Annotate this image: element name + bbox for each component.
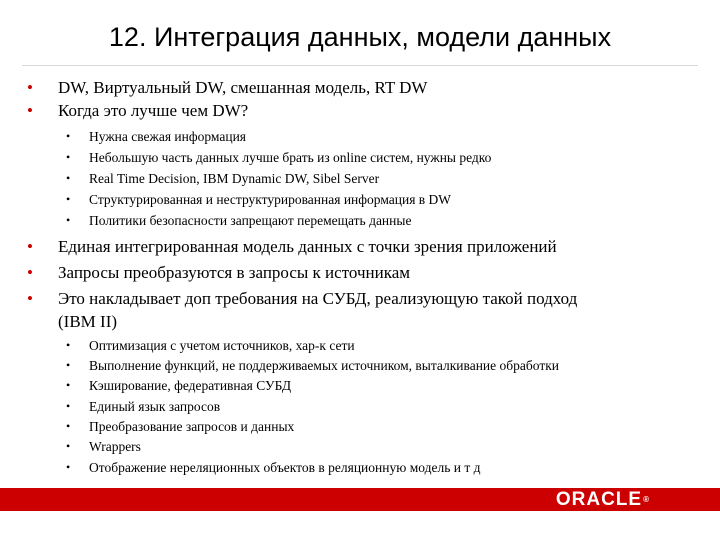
sub-bullet-item bbox=[66, 337, 355, 354]
bullet-text: Структурированная и неструктурированная информация в DW bbox=[89, 192, 452, 207]
sub-bullet-item bbox=[66, 357, 560, 374]
sub-bullet-item bbox=[66, 459, 481, 476]
sub-bullet-item bbox=[66, 377, 292, 394]
bullet-item bbox=[27, 101, 249, 121]
bullet-marker: • bbox=[27, 78, 33, 97]
bullet-text: Нужна свежая информация bbox=[89, 129, 247, 144]
bullet-text: Единая интегрированная модель данных с точки зрения приложений bbox=[58, 237, 557, 256]
bullet-marker: • bbox=[66, 150, 71, 164]
sub-bullet-item bbox=[66, 191, 452, 208]
bullet-item bbox=[27, 263, 411, 283]
page-title: 12. Интеграция данных, модели данных bbox=[108, 22, 612, 52]
bullet-text: Выполнение функций, не поддерживаемых источником, выталкивание обработки bbox=[89, 358, 560, 373]
bullet-marker: • bbox=[66, 192, 71, 206]
bullet-item bbox=[27, 289, 578, 309]
bullet-marker: • bbox=[66, 460, 71, 474]
bullet-text: (IBM II) bbox=[58, 312, 118, 331]
bullet-text: Wrappers bbox=[89, 439, 141, 454]
bullet-marker: • bbox=[66, 129, 71, 143]
bullet-marker: • bbox=[27, 263, 33, 282]
bullet-marker: • bbox=[66, 171, 71, 185]
bullet-marker: • bbox=[66, 419, 71, 433]
logo-text: ORACLE bbox=[555, 489, 643, 510]
registered-mark: ® bbox=[643, 495, 650, 504]
bullet-marker: • bbox=[27, 237, 33, 256]
sub-bullet-item bbox=[66, 170, 380, 187]
bullet-text: Это накладывает доп требования на СУБД, реализующую такой подход bbox=[58, 289, 578, 308]
oracle-logo bbox=[556, 489, 650, 510]
sub-bullet-item bbox=[66, 438, 141, 455]
bullet-text: Небольшую часть данных лучше брать из online систем, нужны редко bbox=[89, 150, 492, 165]
bullet-text: Единый язык запросов bbox=[89, 399, 221, 414]
bullet-marker: • bbox=[66, 338, 71, 352]
sub-bullet-item bbox=[66, 418, 295, 435]
sub-bullet-item bbox=[66, 149, 492, 166]
bullet-text: Real Time Decision, IBM Dynamic DW, Sibel Server bbox=[89, 171, 380, 186]
bullet-text: Оптимизация с учетом источников, хар-к сети bbox=[89, 338, 355, 353]
bullet-text: Преобразование запросов и данных bbox=[89, 419, 295, 434]
bullet-item bbox=[27, 78, 428, 98]
bullet-continuation bbox=[58, 312, 117, 332]
bullet-text: Запросы преобразуются в запросы к источникам bbox=[58, 263, 411, 282]
sub-bullet-item bbox=[66, 398, 221, 415]
bullet-text: Политики безопасности запрещают перемещать данные bbox=[89, 213, 412, 228]
bullet-text: Когда это лучше чем DW? bbox=[58, 101, 249, 120]
bullet-marker: • bbox=[66, 358, 71, 372]
title-divider bbox=[22, 65, 698, 66]
bullet-text: Отображение нереляционных объектов в реляционную модель и т д bbox=[89, 460, 481, 475]
bullet-marker: • bbox=[27, 101, 33, 120]
bullet-marker: • bbox=[27, 289, 33, 308]
bullet-marker: • bbox=[66, 439, 71, 453]
bullet-marker: • bbox=[66, 378, 71, 392]
bullet-marker: • bbox=[66, 399, 71, 413]
bullet-text: Кэширование, федеративная СУБД bbox=[89, 378, 292, 393]
sub-bullet-item bbox=[66, 212, 412, 229]
bullet-text: DW, Виртуальный DW, смешанная модель, RT DW bbox=[58, 78, 428, 97]
sub-bullet-item bbox=[66, 128, 247, 145]
bullet-marker: • bbox=[66, 213, 71, 227]
bullet-item bbox=[27, 237, 557, 257]
